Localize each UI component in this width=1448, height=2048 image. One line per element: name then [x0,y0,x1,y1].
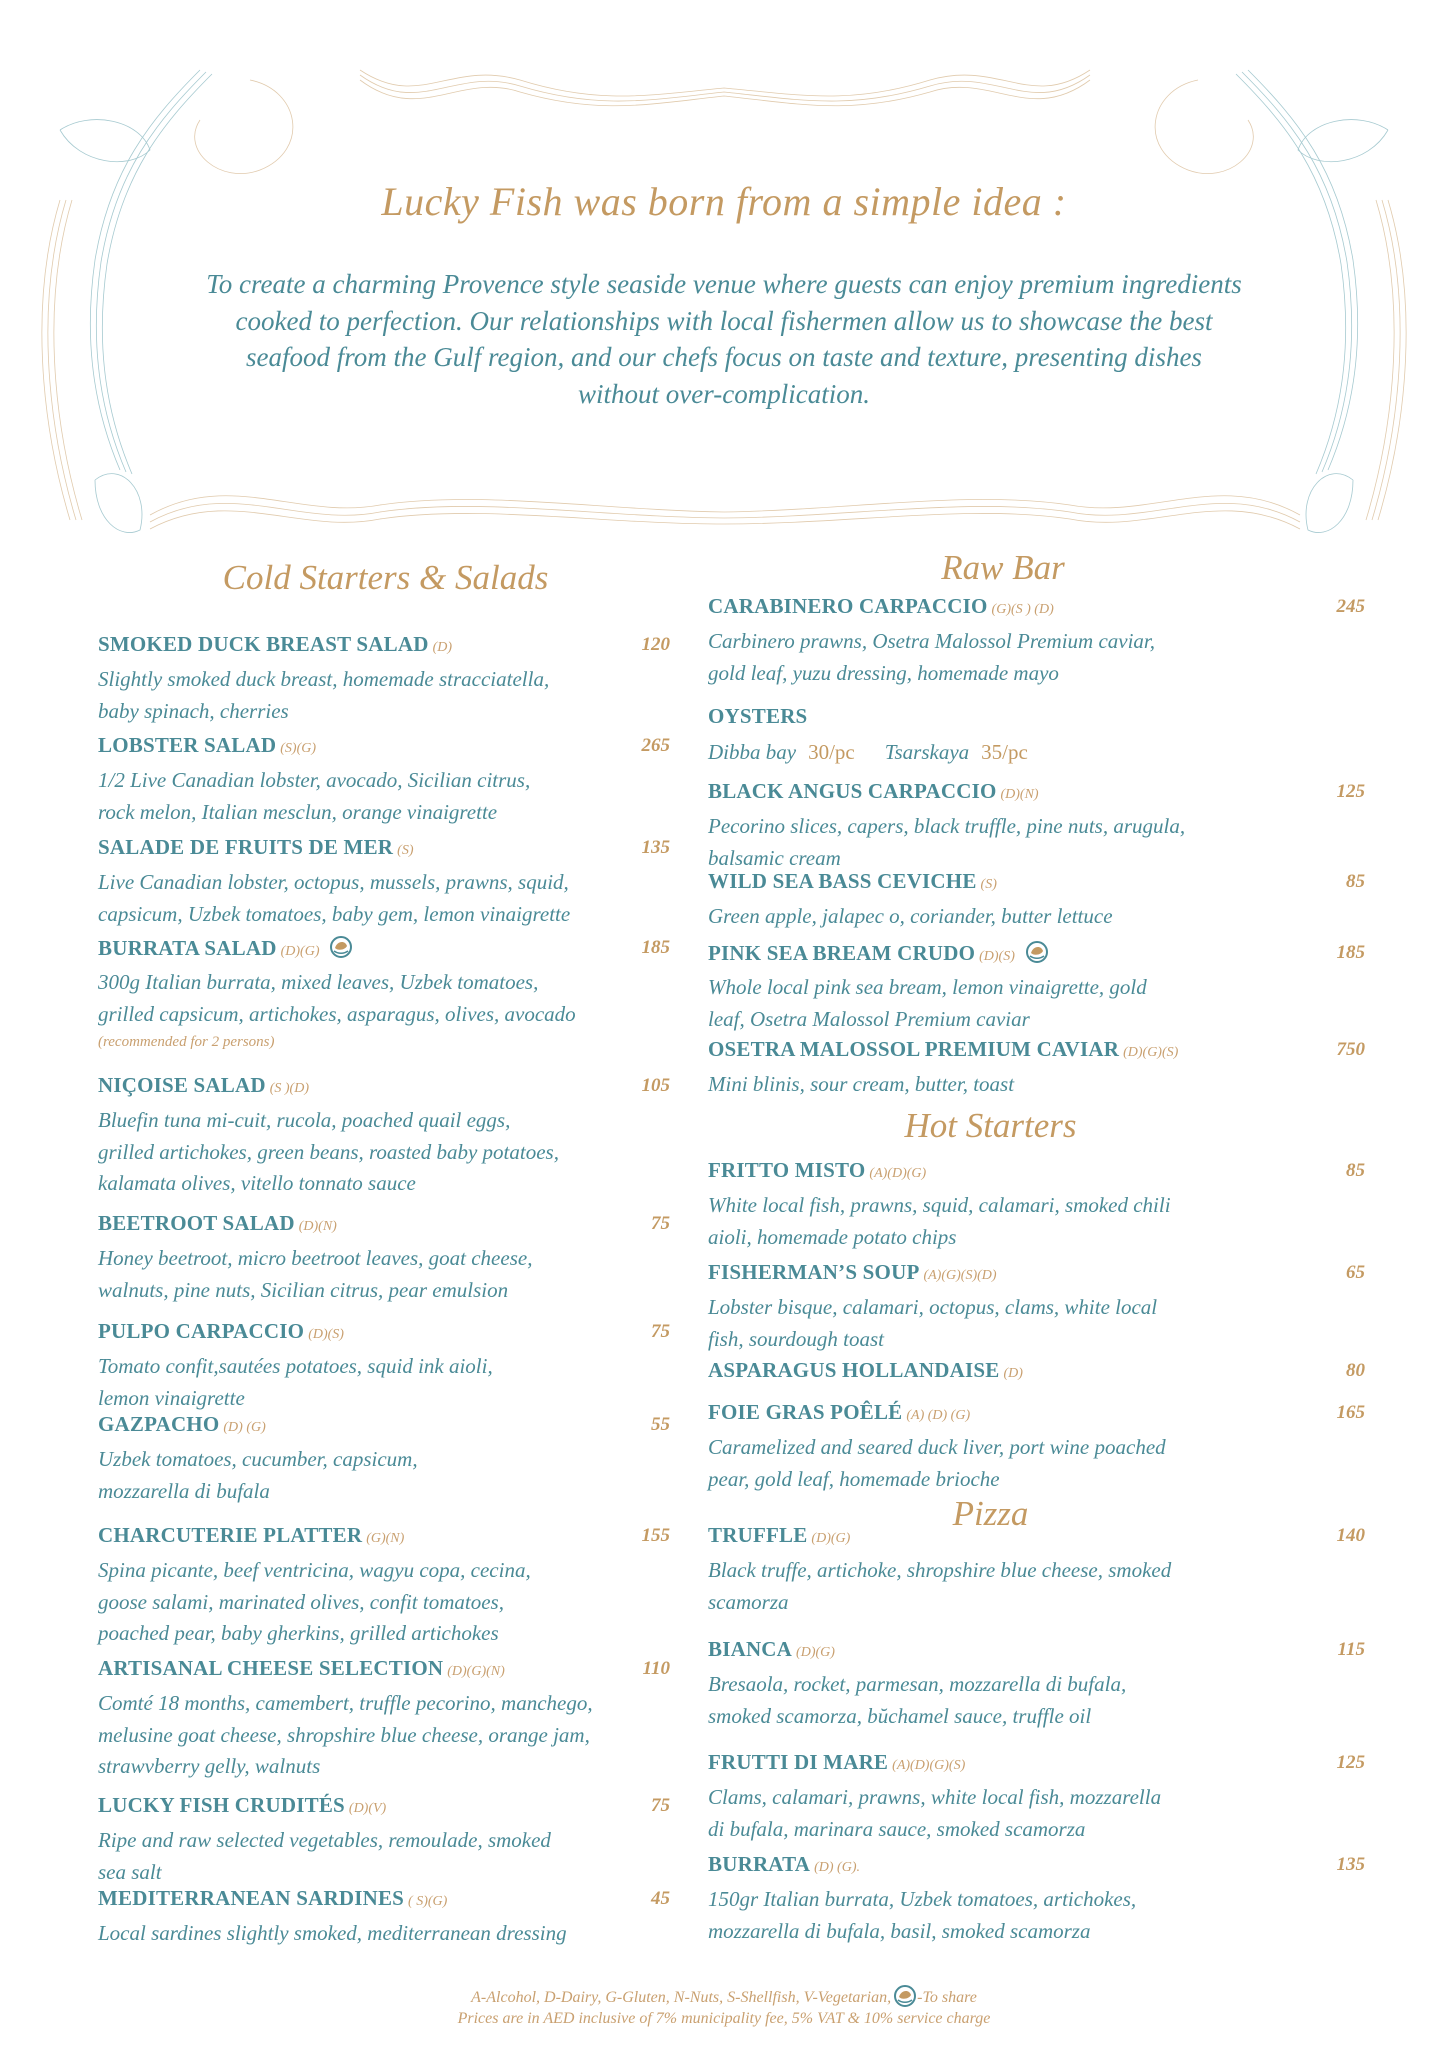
description-line: di bufala, marinara sauce, smoked scamorza [708,1816,1086,1841]
item-name: ARTISANAL CHEESE SELECTION [98,1656,444,1680]
description-line: kalamata olives, vitello tonnato sauce [98,1171,416,1195]
item-name: MEDITERRANEAN SARDINES [98,1886,405,1910]
description-line: leaf, Osetra Malossol Premium caviar [708,1006,1030,1031]
item-header [708,704,1365,734]
allergen-tags: (D)(N) [1000,787,1039,802]
item-name: SMOKED DUCK BREAST SALAD [98,632,429,656]
item-description [708,901,1365,933]
menu-item [708,1358,1365,1388]
intro-line: cooked to perfection. Our relationships with local fishermen allow us to showcase the best [235,305,1213,336]
item-price: 155 [641,1525,670,1546]
allergen-tags: (D)(S) [979,949,1015,964]
menu-item [98,1523,670,1650]
item-header [98,1656,670,1686]
allergen-tags: (S) [397,843,414,858]
description-line: aioli, homemade potato chips [708,1224,957,1249]
item-price: 265 [641,735,670,756]
item-description [708,1555,1365,1618]
item-name: NIÇOISE SALAD [98,1073,266,1097]
menu-item [98,935,670,1054]
item-price: 185 [1336,942,1365,963]
description-line: Local sardines slightly smoked, mediterranean dressing [98,1921,567,1945]
description-line: scamorza [708,1589,789,1614]
item-name: ASPARAGUS HOLLANDAISE [708,1358,1000,1382]
item-description [708,1190,1365,1253]
item-name: OSETRA MALOSSOL PREMIUM CAVIAR [708,1037,1120,1061]
legend-text: A-Alcohol, D-Dairy, G-Gluten, N-Nuts, S-Shellfish, V-Vegetarian, [471,1989,892,2006]
menu-item [708,869,1365,933]
allergen-tags: (D)(G) [796,1645,835,1660]
menu-item [708,940,1365,1035]
item-description [708,1884,1365,1947]
item-price: 105 [641,1075,670,1096]
description-line: grilled capsicum, artichokes, asparagus, olives, avocado [98,1001,576,1026]
item-price: 125 [1336,1752,1365,1773]
item-header [708,1400,1365,1430]
item-price: 75 [651,1795,670,1816]
item-name: BLACK ANGUS CARPACCIO [708,779,997,803]
description-line: mozzarella di bufala [98,1478,270,1503]
description-line: Carbinero prawns, Osetra Malossol Premium caviar, [708,629,1156,653]
allergen-tags: (D) [1003,1366,1023,1381]
item-name: BIANCA [708,1637,793,1661]
description-line: Tomato confit,sautées potatoes, squid ink aioli, [98,1354,493,1378]
description-line: sea salt [98,1859,162,1884]
oyster-price: 30/pc [808,740,855,764]
description-line: Spina picante, beef ventricina, wagyu copa, cecina, [98,1558,531,1582]
item-description [98,1688,670,1783]
allergen-legend [0,1984,1448,2008]
item-header [708,869,1365,899]
item-name: SALADE DE FRUITS DE MER [98,835,394,859]
allergen-tags: (A)(G)(S)(D) [923,1268,997,1283]
description-line: 300g Italian burrata, mixed leaves, Uzbek tomatoes, [98,970,539,994]
item-name: CHARCUTERIE PLATTER [98,1523,363,1547]
item-header [708,1158,1365,1188]
oyster-label: Tsarskaya [884,740,970,764]
item-description [98,867,670,930]
item-price: 45 [651,1888,670,1909]
description-line: poached pear, baby gherkins, grilled artichokes [98,1621,499,1645]
section-title-hot-starters: Hot Starters [904,1106,1077,1145]
allergen-tags: (A)(D)(G) [869,1166,927,1181]
allergen-tags: (D)(G) [811,1531,851,1546]
allergen-tags: (S )(D) [269,1081,309,1096]
allergen-tags: (S)(G) [280,741,317,756]
item-header [98,1793,670,1823]
item-header [708,1852,1365,1882]
allergen-tags: (A)(D)(G)(S) [892,1758,966,1773]
item-price: 55 [651,1414,670,1435]
menu-item [708,1158,1365,1253]
description-line: Bresaola, rocket, parmesan, mozzarella di bufala, [708,1672,1127,1696]
item-price: 110 [642,1658,670,1679]
description-line: Bluefin tuna mi-cuit, rucola, poached quail eggs, [98,1108,511,1132]
menu-item [98,733,670,828]
item-header [708,1523,1365,1553]
allergen-tags: (G)(S ) (D) [991,602,1054,617]
description-line: melusine goat cheese, shropshire blue cheese, orange jam, [98,1722,590,1747]
allergen-tags: (D)(G)(N) [447,1664,505,1679]
item-name: FOIE GRAS POÊLÉ [708,1400,903,1424]
description-line: lemon vinaigrette [98,1385,245,1410]
menu-item [98,1319,670,1414]
description-line: baby spinach, cherries [98,698,289,723]
item-name: FRUTTI DI MARE [708,1750,889,1774]
item-price: 750 [1336,1039,1365,1060]
description-line: Mini blinis, sour cream, butter, toast [708,1072,1015,1096]
item-description [98,664,670,727]
item-header [708,594,1365,624]
menu-item [98,835,670,930]
item-name: FISHERMAN’S SOUP [708,1260,920,1284]
description-line: goose salami, marinated olives, confit tomatoes, [98,1589,504,1614]
description-line: Slightly smoked duck breast, homemade stracciatella, [98,667,550,691]
menu-item [98,1656,670,1783]
description-line: balsamic cream [708,845,841,870]
item-name: LUCKY FISH CRUDITÉS [98,1793,345,1817]
item-header [708,940,1365,970]
share-icon [329,935,353,959]
item-name: WILD SEA BASS CEVICHE [708,869,977,893]
description-line: Lobster bisque, calamari, octopus, clams, white local [708,1295,1158,1319]
item-price: 120 [641,634,670,655]
description-line: Comté 18 months, camembert, truffle pecorino, manchego, [98,1691,593,1715]
description-line: Pecorino slices, capers, black truffle, pine nuts, arugula, [708,814,1186,838]
description-line: grilled artichokes, green beans, roasted baby potatoes, [98,1139,559,1164]
description-line: Whole local pink sea bream, lemon vinaigrette, gold [708,975,1147,999]
menu-item [98,632,670,727]
description-line: fish, sourdough toast [708,1326,884,1351]
item-header [708,1750,1365,1780]
prices-note: Prices are in AED inclusive of 7% municipality fee, 5% VAT & 10% service charge [457,2010,991,2027]
menu-item [98,1412,670,1507]
allergen-tags: (D) (G). [814,1860,860,1875]
item-price: 165 [1336,1402,1365,1423]
item-description [708,1292,1365,1355]
description-line: strawvberry gelly, walnuts [98,1754,321,1778]
item-header [98,1073,670,1103]
description-line: gold leaf, yuzu dressing, homemade mayo [708,660,1059,685]
allergen-tags: (D) (G) [223,1420,266,1435]
description-line: walnuts, pine nuts, Sicilian citrus, pear emulsion [98,1277,509,1302]
intro-line: To create a charming Provence style seaside venue where guests can enjoy premium ingredients [206,269,1242,299]
item-description [708,972,1365,1035]
menu-item [708,1400,1365,1495]
item-header [708,1260,1365,1290]
description-line: Honey beetroot, micro beetroot leaves, goat cheese, [98,1246,533,1270]
item-price: 75 [651,1321,670,1342]
description-line: Black truffe, artichoke, shropshire blue cheese, smoked [708,1558,1172,1582]
item-price: 85 [1346,1160,1365,1181]
section-title-pizza: Pizza [952,1494,1029,1533]
item-description [98,1555,670,1650]
item-description [98,765,670,828]
item-description [98,1918,670,1950]
item-header [98,935,670,965]
item-header [708,1358,1365,1388]
item-price: 140 [1336,1525,1365,1546]
menu-item [708,1637,1365,1732]
item-name: BEETROOT SALAD [98,1211,295,1235]
description-line: White local fish, prawns, squid, calamari, smoked chili [708,1193,1171,1217]
item-name: CARABINERO CARPACCIO [708,594,988,618]
share-legend-label: -To share [917,1989,977,2006]
item-description [98,967,670,1030]
item-header [708,1637,1365,1667]
menu-item [98,1073,670,1200]
description-line: mozzarella di bufala, basil, smoked scamorza [708,1918,1091,1943]
description-line: rock melon, Italian mesclun, orange vinaigrette [98,799,498,824]
item-note: (recommended for 2 persons) [98,1034,275,1050]
menu-item [708,1852,1365,1947]
share-icon [1025,940,1049,964]
allergen-tags: (D) [432,640,452,655]
item-header [98,632,670,662]
description-line: smoked scamorza, bŭchamel sauce, truffle oil [708,1703,1092,1728]
item-price: 135 [641,837,670,858]
menu-item [708,704,1365,765]
intro-title: Lucky Fish was born from a simple idea : [381,179,1067,224]
item-price: 125 [1336,781,1365,802]
item-header [98,1886,670,1916]
item-name: PULPO CARPACCIO [98,1319,305,1343]
item-name: PINK SEA BREAM CRUDO [708,941,976,965]
item-description [98,1243,670,1306]
item-price: 85 [1346,871,1365,892]
allergen-tags: ( S)(G) [408,1894,448,1909]
item-description [708,811,1365,874]
share-icon [893,1984,917,2008]
description-line: capsicum, Uzbek tomatoes, baby gem, lemon vinaigrette [98,901,571,926]
item-description [708,1069,1365,1101]
item-header [98,1523,670,1553]
intro-line: seafood from the Gulf region, and our chefs focus on taste and texture, presenting dishes [246,342,1202,372]
item-price: 245 [1336,596,1365,617]
oyster-options [708,740,1365,765]
description-line: Clams, calamari, prawns, white local fish, mozzarella [708,1785,1162,1809]
item-header [708,1037,1365,1067]
item-price: 135 [1336,1854,1365,1875]
section-title-raw-bar: Raw Bar [941,548,1065,587]
description-line: Live Canadian lobster, octopus, mussels, prawns, squid, [98,870,569,894]
item-description [708,1432,1365,1495]
allergen-tags: (A) (D) (G) [906,1408,971,1423]
menu-item [98,1886,670,1950]
menu-item [708,1260,1365,1355]
item-price: 115 [1337,1639,1365,1660]
item-name: FRITTO MISTO [708,1158,866,1182]
menu-item [98,1793,670,1888]
item-header [708,779,1365,809]
item-name: BURRATA SALAD [98,936,277,960]
intro-paragraph [120,266,1328,412]
item-price: 65 [1346,1262,1365,1283]
description-line: Caramelized and seared duck liver, port wine poached [708,1435,1166,1459]
item-header [98,835,670,865]
item-name: LOBSTER SALAD [98,733,277,757]
allergen-tags: (D)(S) [308,1327,344,1342]
item-header [98,1319,670,1349]
item-header [98,1412,670,1442]
item-price: 80 [1346,1360,1365,1381]
menu-item [708,594,1365,689]
description-line: Green apple, jalapec o, coriander, butter lettuce [708,904,1113,928]
description-line: 1/2 Live Canadian lobster, avocado, Sicilian citrus, [98,768,531,792]
item-description [98,1105,670,1200]
menu-item [708,779,1365,874]
item-price: 185 [641,937,670,958]
allergen-tags: (D)(V) [348,1801,387,1816]
description-line: Ripe and raw selected vegetables, remoulade, smoked [98,1828,551,1852]
allergen-tags: (D)(G)(S) [1123,1045,1179,1060]
item-name: OYSTERS [708,704,808,728]
section-title-cold-starters: Cold Starters & Salads [222,558,549,597]
item-header [98,1211,670,1241]
item-description [98,1351,670,1414]
allergen-tags: (D)(N) [298,1219,337,1234]
description-line: 150gr Italian burrata, Uzbek tomatoes, artichokes, [708,1887,1137,1911]
oyster-price: 35/pc [981,740,1028,764]
item-description [98,1825,670,1888]
menu-item [708,1037,1365,1101]
allergen-tags: (S) [980,877,997,892]
item-description [708,1782,1365,1845]
menu-item [708,1523,1365,1618]
item-description [708,626,1365,689]
description-line: pear, gold leaf, homemade brioche [708,1466,1000,1491]
item-name: TRUFFLE [708,1523,808,1547]
description-line: Uzbek tomatoes, cucumber, capsicum, [98,1447,418,1471]
item-description [708,1669,1365,1732]
menu-item [708,1750,1365,1845]
item-price: 75 [651,1213,670,1234]
oyster-label: Dibba bay [708,740,797,764]
menu-item [98,1211,670,1306]
item-header [98,733,670,763]
item-name: BURRATA [708,1852,811,1876]
item-name: GAZPACHO [98,1412,220,1436]
allergen-tags: (D)(G) [280,944,320,959]
intro-line: without over-complication. [578,378,870,409]
item-description [98,1444,670,1507]
allergen-tags: (G)(N) [366,1531,405,1546]
